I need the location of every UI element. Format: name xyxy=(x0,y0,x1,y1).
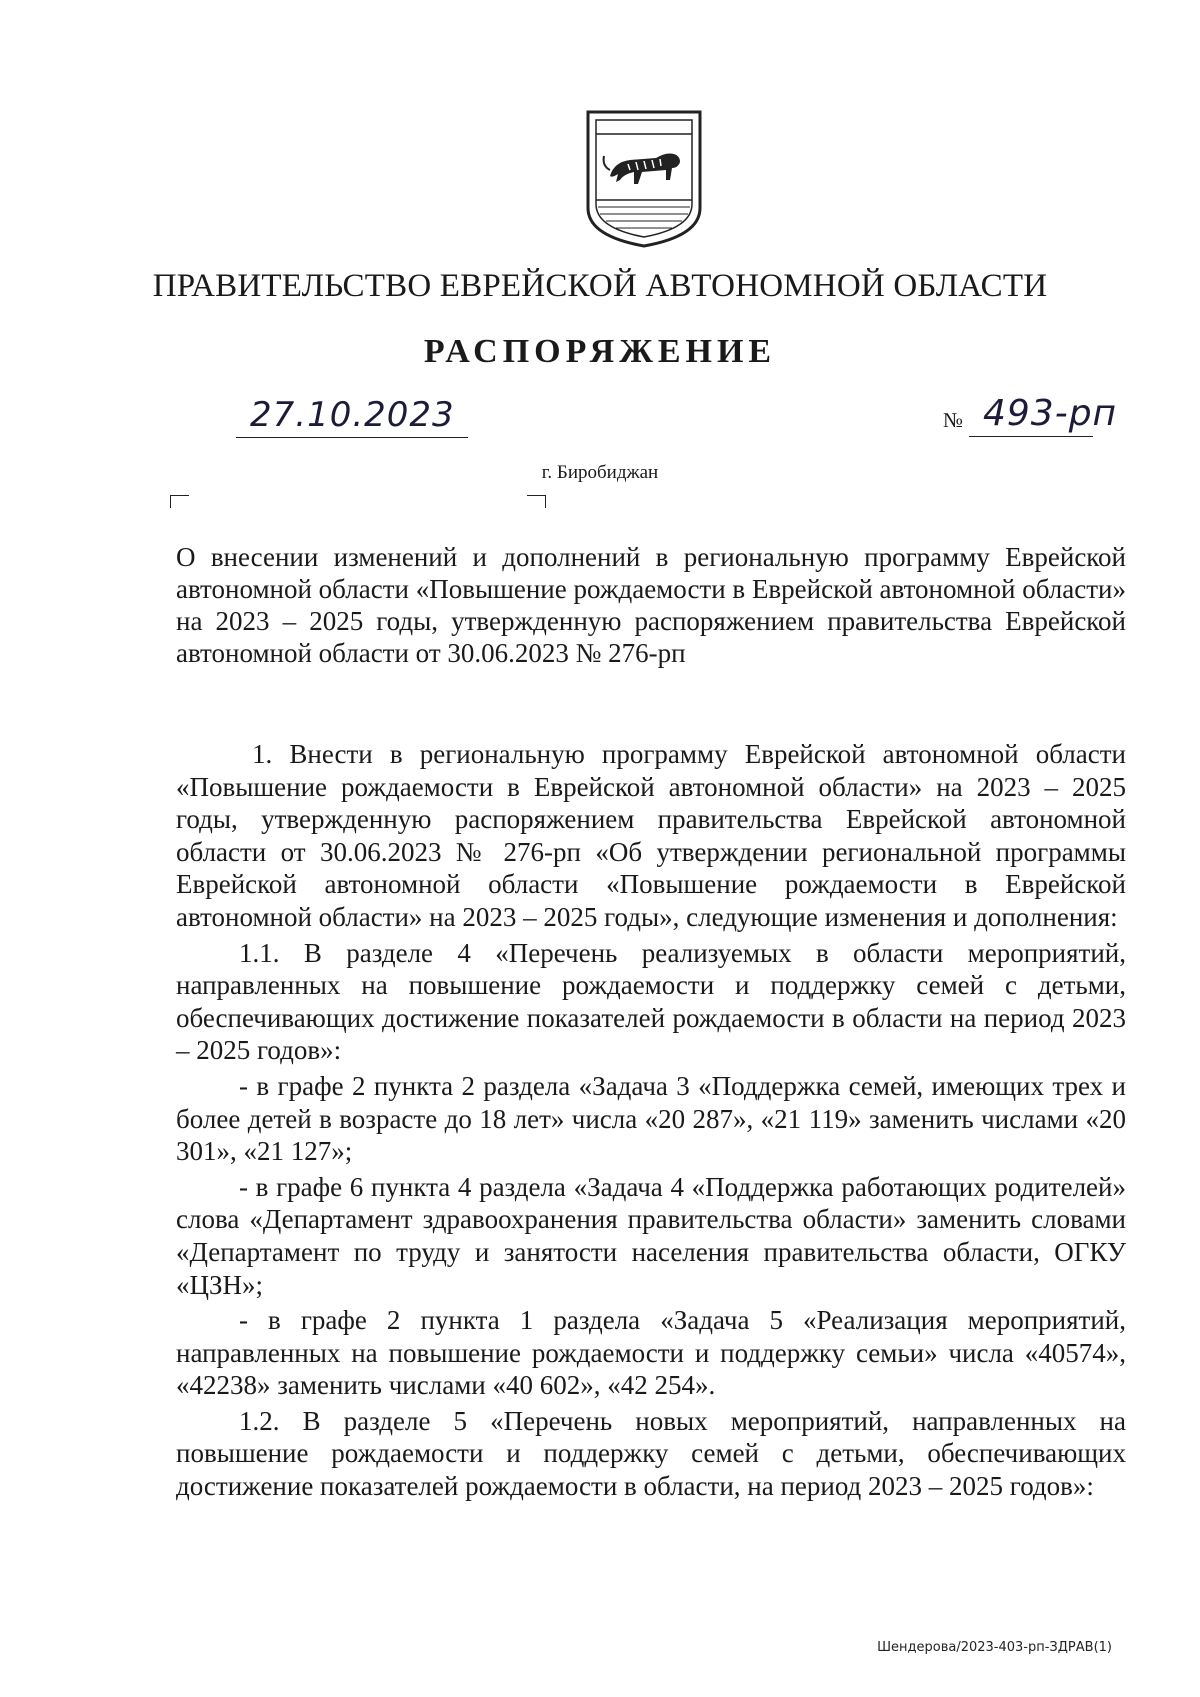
body-paragraph: 1. Внести в региональную программу Еврейской автономной области «Повышение рождаемости в Еврейской автономной области» на 2023 – 2025 годы, утвержденную распоряжением правительства Еврейской автономной области от 30.06.2023 № 276-рп «Об утверждении региональной программы Еврейской автономной области «Повышение рождаемости в Еврейской автономной области» на 2023 – 2025 годы», следующие изменения и дополнения: xyxy=(176,739,1126,932)
subject-text: О внесении изменений и дополнений в региональную программу Еврейской автономной области «Повышение рождаемости в Еврейской автономной области» на 2023 – 2025 годы, утвержденную распоряжением правительства Еврейской автономной области от 30.06.2023 № 276-рп xyxy=(176,542,1126,668)
document-type-title: РАСПОРЯЖЕНИЕ xyxy=(423,333,777,370)
document-body xyxy=(176,738,1126,1506)
document-subject xyxy=(176,541,1126,669)
government-title: ПРАВИТЕЛЬСТВО ЕВРЕЙСКОЙ АВТОНОМНОЙ ОБЛАСТИ xyxy=(152,268,1048,304)
handwritten-date: 27.10.2023 xyxy=(250,395,455,435)
handwritten-number: 493-рп xyxy=(983,393,1118,434)
number-underline xyxy=(969,436,1093,437)
subject-bracket-left xyxy=(170,495,189,508)
subject-bracket-right xyxy=(527,495,546,508)
body-paragraph: 1.1. В разделе 4 «Перечень реализуемых в области мероприятий, направленных на повышение рождаемости и поддержку семей с детьми, обеспечивающих достижение показателей рождаемости в области на период 2023 – 2025 годов»: xyxy=(176,937,1126,1066)
number-sign: № xyxy=(943,408,964,432)
body-paragraph: - в графе 6 пункта 4 раздела «Задача 4 «Поддержка работающих родителей» слова «Департамент здравоохранения правительства области» заменить словами «Департамент по труду и занятости населения правительства области, ОГКУ «ЦЗН»; xyxy=(176,1171,1126,1300)
body-paragraph: 1.2. В разделе 5 «Перечень новых мероприятий, направленных на повышение рождаемости и поддержку семей с детьми, обеспечивающих достижение показателей рождаемости в области, на период 2023 – 2025 годов»: xyxy=(176,1405,1126,1502)
registration-date-field xyxy=(236,392,468,438)
file-reference: Шендерова/2023-403-рп-ЗДРАВ(1) xyxy=(877,1640,1112,1655)
city-name: г. Биробиджан xyxy=(541,462,659,483)
registration-number-field xyxy=(943,392,1118,437)
body-paragraph: - в графе 2 пункта 1 раздела «Задача 5 «Реализация мероприятий, направленных на повышение рождаемости и поддержку семьи» числа «40574», «42238» заменить числами «40 602», «42 254». xyxy=(176,1305,1126,1401)
coat-of-arms-icon xyxy=(584,108,704,250)
body-paragraph: - в графе 2 пункта 2 раздела «Задача 3 «Поддержка семей, имеющих трех и более детей в возрасте до 18 лет» числа «20 287», «21 119» заменить числами «20 301», «21 127»; xyxy=(176,1070,1126,1167)
